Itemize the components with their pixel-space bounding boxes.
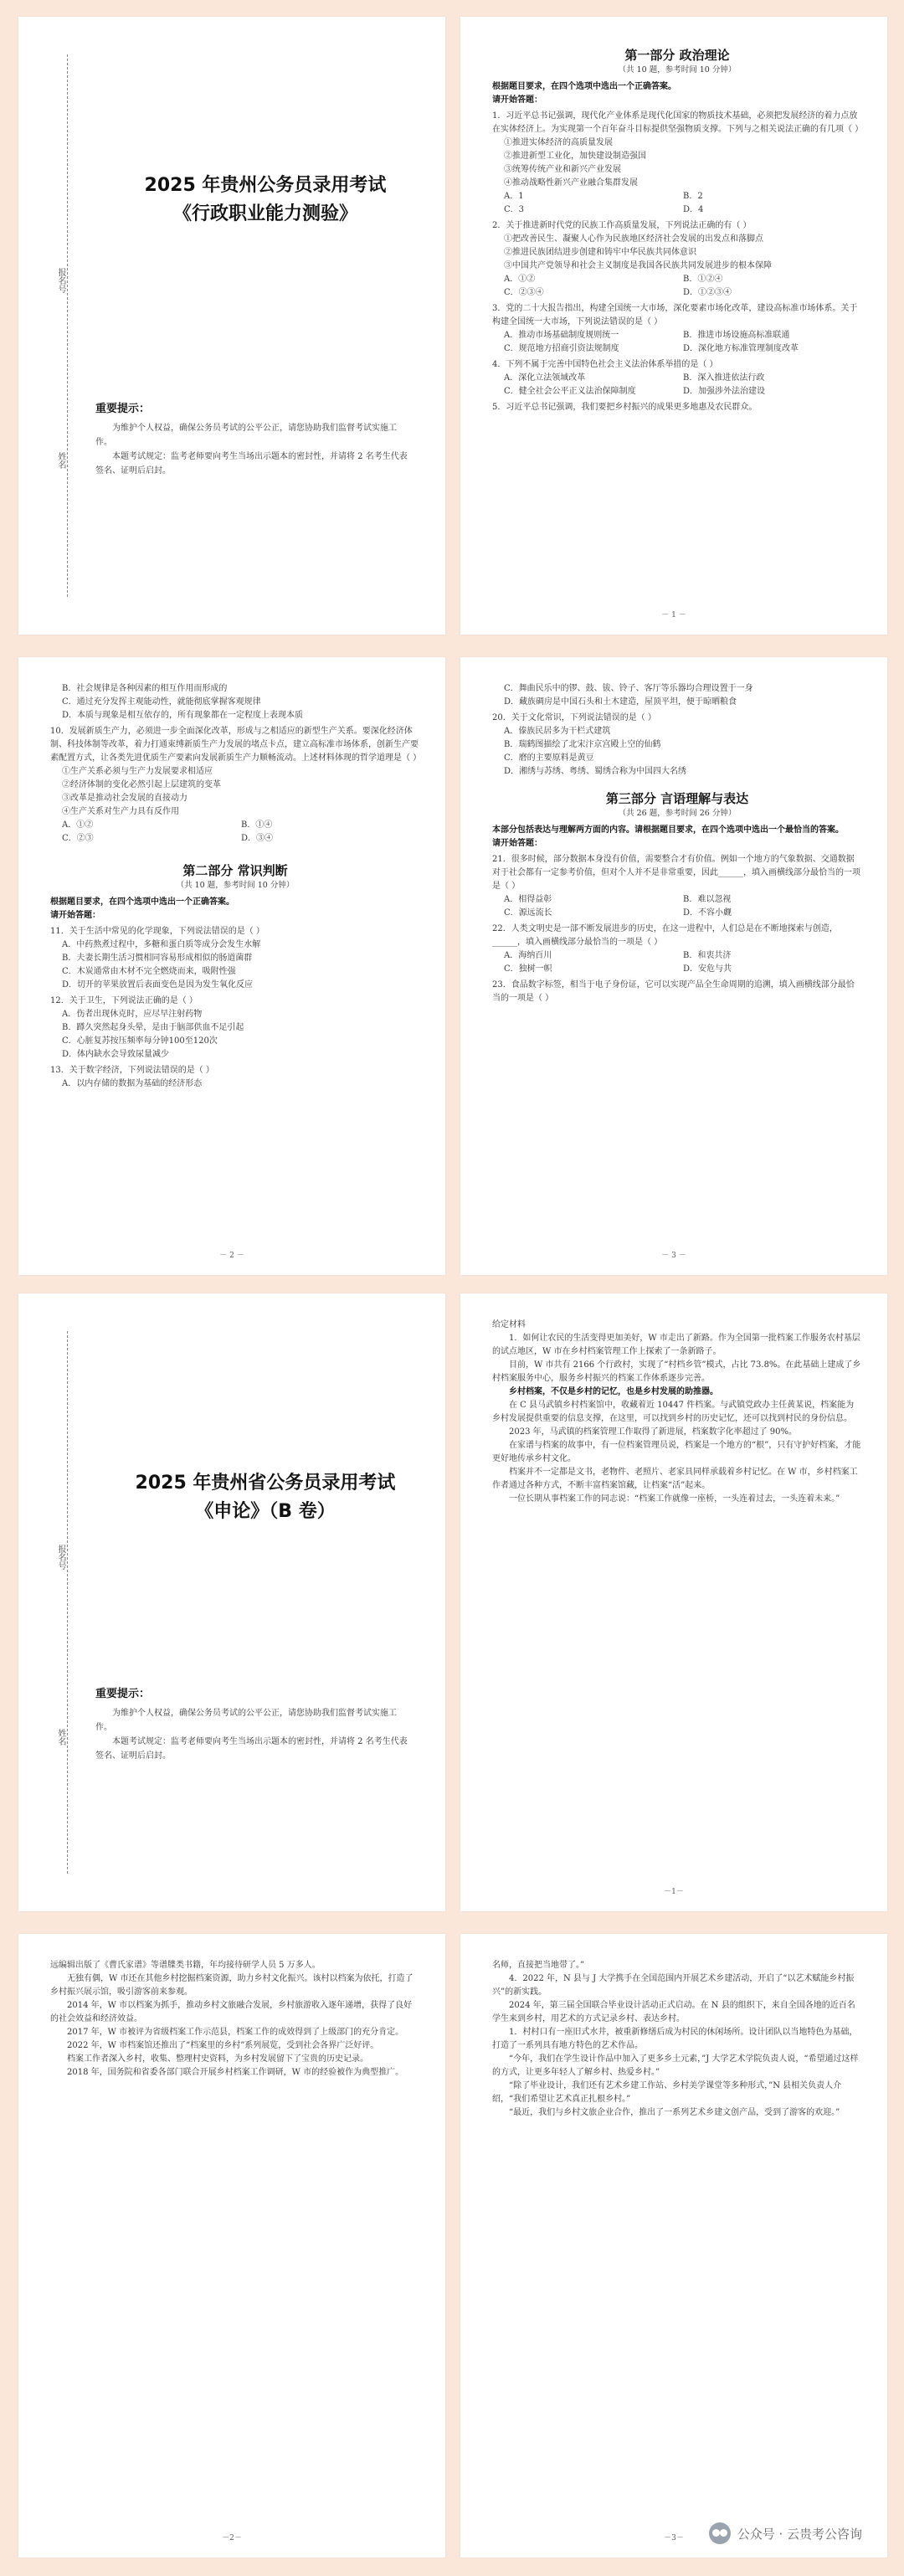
answer-option: D．深化地方标准管理制度改革	[683, 344, 799, 353]
material-heading: 给定材料	[492, 1320, 526, 1329]
answer-options	[492, 273, 862, 300]
cover-page-xingce	[18, 17, 445, 635]
answer-option: A．中药熬煮过程中，多糖和蛋白质等成分会发生水解	[62, 940, 261, 949]
start-label: 请开始答题：	[492, 95, 542, 105]
material-page-1	[460, 1293, 887, 1911]
page-number: － 1 －	[661, 611, 686, 620]
notice-block	[95, 1687, 412, 1763]
watermark-text: 公众号 · 云贵考公咨询	[737, 2526, 862, 2542]
cover-title-line-1: 2025 年贵州公务员录用考试	[144, 175, 387, 196]
material-paragraph: 一位长期从事档案工作的同志说：“档案工作就像一座桥，一头连着过去，一头连着未来。”	[509, 1494, 840, 1504]
answer-options	[492, 190, 862, 217]
question-10: 10．发展新质生产力，必须进一步全面深化改革，形成与之相适应的新型生产关系。要深化经济体制、科技体制等改革，着力打通束缚新质生产力发展的堵点卡点，建立高标准市场体系，创新生产要素配置方式，让各类先进优质生产要素向发展新质生产力顺畅流动。上述材料体现的哲学道理是（ ）	[50, 727, 422, 763]
option-line: B．社会规律是各种因素的相互作用而形成的	[62, 684, 228, 693]
answer-option: A．①②	[504, 275, 536, 284]
answer-options	[492, 329, 862, 356]
option-line: ②经济体制的变化必然引起上层建筑的变革	[62, 780, 221, 789]
question-12: 12．关于卫生，下列说法正确的是（ ）	[50, 996, 198, 1005]
answer-option: D．4	[683, 205, 704, 214]
material-paragraph: “今年，我们在学生设计作品中加入了更多乡土元素，”J 大学艺术学院负责人说，“希望通过这样的方式，让更多年轻人了解乡村、热爱乡村。”	[492, 2054, 859, 2077]
section-subtitle: （共 26 题，参考时间 26 分钟）	[618, 809, 737, 818]
cover-side-label-1: 报名号	[56, 1545, 65, 1570]
answer-option: C．独树一帜	[504, 964, 552, 974]
page-number: －2－	[222, 2534, 242, 2543]
exam-page-1	[460, 17, 887, 635]
start-label: 请开始答题：	[492, 839, 542, 848]
question-11: 11．关于生活中常见的化学现象，下列说法错误的是（ ）	[50, 927, 265, 936]
material-page-3	[460, 1934, 887, 2558]
answer-option: A．1	[504, 192, 524, 201]
answer-option: C．木炭通常由木材不完全燃烧而来，吸附性强	[62, 967, 236, 976]
question-22: 22．人类文明史是一部不断发展进步的历史，在这一进程中，人们总是在不断地探索与创造，______，填入画横线部分最恰当的一项是（ ）	[492, 924, 838, 947]
option-line: ③改革是推动社会发展的直接动力	[62, 794, 187, 803]
answer-option: B．难以忽视	[683, 895, 732, 904]
question-5: 5．习近平总书记强调，我们要把乡村振兴的成果更多地惠及农民群众。	[492, 403, 758, 412]
instruction: 根据题目要求，在四个选项中选出一个正确答案。	[50, 897, 234, 907]
material-paragraph: 档案工作者深入乡村，收集、整理村史资料，为乡村发展留下了宝贵的历史记录。	[67, 2054, 368, 2064]
answer-option: B．推进市场设施高标准联通	[683, 331, 790, 340]
answer-option: D．湘绣与苏绣、粤绣、蜀绣合称为中国四大名绣	[504, 767, 687, 776]
seal-line	[67, 54, 68, 597]
section-title: 第三部分 言语理解与表达	[605, 791, 749, 806]
material-page-2	[18, 1934, 445, 2558]
answer-option: C．源远流长	[504, 908, 552, 918]
page-content	[50, 1959, 420, 2080]
cover-title-line-2: 《行政职业能力测验》	[172, 203, 357, 224]
answer-options	[50, 819, 420, 846]
answer-option: B．深入推进依法行政	[683, 373, 765, 383]
option-line: ②推进民族团结进步创建和铸牢中华民族共同体意识	[504, 248, 696, 257]
option-line: C．通过充分发挥主观能动性，就能彻底掌握客观规律	[62, 697, 261, 707]
start-label: 请开始答题：	[50, 911, 100, 920]
answer-option: D．安危与共	[683, 964, 732, 974]
material-paragraph: “最近，我们与乡村文旅企业合作，推出了一系列艺术乡建文创产品，受到了游客的欢迎。”	[509, 2108, 840, 2117]
notice-paragraph-1: 为维护个人权益，确保公务员考试的公平公正，请您协助我们监督考试实施工作。	[95, 424, 397, 447]
answer-option: D．体内缺水会导致尿量减少	[62, 1050, 170, 1059]
page-number: － 3 －	[661, 1252, 686, 1260]
notice-paragraph-2: 本题考试规定：监考老师要向考生当场出示题本的密封性，并请将 2 名考生代表签名、证明后启封。	[95, 1737, 408, 1761]
answer-option: B．和衷共济	[683, 951, 732, 960]
answer-option: D．①②③④	[683, 288, 732, 297]
answer-option: B．2	[683, 192, 703, 201]
question-3: 3．党的二十大报告指出，构建全国统一大市场，深化要素市场化改革，建设高标准市场体系。关于构建全国统一大市场，下列说法错误的是（ ）	[492, 304, 858, 326]
page-content	[492, 1319, 862, 1506]
page-number: － 2 －	[219, 1252, 244, 1260]
page-number: －3－	[664, 2534, 684, 2543]
cover-title-line-2: 《申论》（B 卷）	[195, 1501, 336, 1522]
page-content	[50, 682, 420, 1091]
answer-option: C．②③④	[504, 288, 544, 297]
answer-option: B．瑞鹤图描绘了北宋汴京宫殿上空的仙鹤	[504, 740, 661, 749]
answer-options	[492, 949, 862, 976]
answer-options	[492, 893, 862, 920]
material-paragraph: 档案并不一定都是文书，老物件、老照片、老家具同样承载着乡村记忆。在 W 市，乡村档案工作者通过各种方式，不断丰富档案馆藏，让档案“活”起来。	[492, 1468, 858, 1490]
cover-side-label-2: 姓名	[56, 452, 65, 469]
question-23: 23．食品数字标签，相当于电子身份证，它可以实现产品全生命周期的追溯，填入画横线部分最恰当的一项是（ ）	[492, 980, 855, 1003]
material-paragraph: 无独有偶，W 市还在其他乡村挖掘档案资源，助力乡村文化振兴。该村以档案为依托，打造了乡村振兴展示馆，吸引游客前来参观。	[50, 1974, 413, 1997]
option-line: ①推进实体经济的高质量发展	[504, 138, 613, 147]
section-subtitle: （共 10 题，参考时间 10 分钟）	[618, 65, 737, 75]
question-13: 13．关于数字经济，下列说法错误的是（ ）	[50, 1066, 214, 1075]
answer-option: D．不容小觑	[683, 908, 732, 918]
notice-title: 重要提示：	[95, 403, 151, 415]
page-content	[492, 1959, 862, 2120]
watermark	[702, 2519, 869, 2548]
option-line: ①把改善民生、凝聚人心作为民族地区经济社会发展的出发点和落脚点	[504, 234, 763, 244]
notice-paragraph-1: 为维护个人权益，确保公务员考试的公平公正，请您协助我们监督考试实施工作。	[95, 1709, 397, 1732]
question-4: 4．下列不属于完善中国特色社会主义法治体系举措的是（ ）	[492, 360, 718, 369]
answer-option: C．心脏复苏按压频率每分钟100至120次	[62, 1036, 218, 1046]
answer-option: A．①②	[62, 820, 94, 830]
material-paragraph: 4．2022 年，N 县与 J 大学携手在全国范围内开展艺术乡建活动，开启了“以艺术赋能乡村振兴”的新实践。	[492, 1974, 855, 1997]
exam-page-3	[460, 657, 887, 1275]
answer-options	[492, 372, 862, 398]
answer-option: A．推动市场基础制度规则统一	[504, 331, 619, 340]
answer-option: A．伤者出现休克时，应尽早注射药物	[62, 1010, 203, 1019]
answer-option: C．规范地方招商引资法规制度	[504, 344, 619, 353]
cover-title-line-1: 2025 年贵州省公务员录用考试	[135, 1473, 396, 1494]
section-subtitle: （共 10 题，参考时间 10 分钟）	[176, 881, 295, 890]
wechat-icon	[709, 2522, 731, 2544]
material-highlight: 乡村档案，不仅是乡村的记忆，也是乡村发展的助推器。	[509, 1387, 718, 1396]
material-paragraph: 目前，W 市共有 2166 个行政村，实现了“村档乡管”模式，占比 73.8%。在此基础上建成了乡村档案服务中心，服务乡村振兴的档案工作体系逐步完善。	[492, 1360, 861, 1383]
question-2: 2．关于推进新时代党的民族工作高质量发展，下列说法正确的有（ ）	[492, 221, 752, 230]
material-paragraph: 在 C 县马武镇乡村档案馆中，收藏着近 10447 件档案。与武镇党政办主任黄某说，档案能为乡村发展提供重要的信息支撑，在这里，可以找到乡村的历史记忆，还可以找到村民的身份信息。	[492, 1401, 855, 1423]
material-paragraph: 2014 年，W 市以档案为抓手，推动乡村文旅融合发展，乡村旅游收入逐年递增，获得了良好的社会效益和经济效益。	[50, 2001, 413, 2023]
page-number: －1－	[664, 1888, 684, 1896]
material-paragraph: 2022 年，W 市档案馆还推出了“档案里的乡村”系列展览，受到社会各界广泛好评。	[67, 2041, 379, 2050]
notice-title: 重要提示：	[95, 1688, 151, 1700]
cover-title	[94, 172, 437, 229]
answer-option: B．①④	[241, 820, 273, 830]
notice-paragraph-2: 本题考试规定：监考老师要向考生当场出示题本的密封性，并请将 2 名考生代表签名、证明后启封。	[95, 452, 408, 476]
material-paragraph: 1．村村口有一座旧式水井，被重新修缮后成为村民的休闲场所。设计团队以当地特色为基础，打造了一系列具有地方特色的艺术作品。	[492, 2028, 858, 2050]
answer-option: B．①②④	[683, 275, 723, 284]
answer-option: A．海纳百川	[504, 951, 552, 960]
page-content	[492, 682, 862, 1005]
option-line: ③统筹传统产业和新兴产业发展	[504, 165, 621, 174]
instruction: 本部分包括表达与理解两方面的内容。请根据题目要求，在四个选项中选出一个最恰当的答案。	[492, 825, 844, 835]
cover-page-shenlun	[18, 1293, 445, 1911]
answer-option: A．深化立法领域改革	[504, 373, 586, 383]
option-line: ④推动战略性新兴产业融合集群发展	[504, 178, 638, 188]
page-content	[492, 42, 862, 414]
material-paragraph: 2023 年，马武镇的档案管理工作取得了新进展，档案数字化率超过了 90%。	[509, 1427, 798, 1437]
answer-option: D．切开的苹果放置后表面变色是因为发生氧化反应	[62, 980, 254, 990]
option-line: C．舞曲民乐中的锣、鼓、钹、铃子、客厅等乐器均合理设置于一身	[504, 684, 753, 693]
answer-option: D．加强涉外法治建设	[683, 387, 766, 396]
material-paragraph: 在家谱与档案的故事中，有一位档案管理员说，档案是一个地方的“根”，只有守护好档案，才能更好地传承乡村文化。	[492, 1441, 861, 1463]
exam-page-2	[18, 657, 445, 1275]
material-paragraph: 名师，直接把当地带了。”	[492, 1961, 585, 1970]
answer-option: C．磨的主要原料是黄豆	[504, 753, 594, 763]
section-title: 第二部分 常识判断	[182, 863, 288, 878]
option-line: D．藏族碉房是中国石头和土木建造，屋顶平坦，便于晾晒粮食	[504, 697, 737, 707]
section-title: 第一部分 政治理论	[624, 48, 730, 63]
question-20: 20．关于文化常识，下列说法错误的是（ ）	[492, 713, 656, 722]
option-line: ②推进新型工业化，加快建设制造强国	[504, 152, 646, 161]
instruction: 根据题目要求，在四个选项中选出一个正确答案。	[492, 82, 676, 91]
seal-line	[67, 1331, 68, 1874]
answer-option: C．健全社会公平正义法治保障制度	[504, 387, 636, 396]
material-paragraph: 2024 年，第三届全国联合毕业设计活动正式启动。在 N 县的组织下，来自全国各地的近百名学生来到乡村，用艺术的方式记录乡村、表达乡村。	[492, 2001, 855, 2023]
cover-side-label-2: 姓名	[56, 1729, 65, 1746]
material-paragraph: 远编辑出版了《曹氏家谱》等谱牒类书籍，年均接待研学人员 5 万多人。	[50, 1961, 321, 1970]
answer-option: C．3	[504, 205, 525, 214]
option-line: ④生产关系对生产力具有反作用	[62, 807, 179, 816]
question-1: 1．习近平总书记强调，现代化产业体系是现代化国家的物质技术基础，必须把发展经济的着力点放在实体经济上。为实现第一个百年奋斗目标提供坚强物质支撑。下列与之相关说法正确的有几项（ ）	[492, 111, 864, 134]
option-line: ③中国共产党领导和社会主义制度是我国各民族共同发展进步的根本保障	[504, 261, 772, 270]
option-line: ①生产关系必须与生产力发展要求相适应	[62, 767, 213, 776]
answer-option: A．以内存储的数据为基础的经济形态	[62, 1079, 203, 1088]
material-paragraph: 2018 年，国务院和省委各部门联合开展乡村档案工作调研，W 市的经验被作为典型推广。	[67, 2068, 404, 2077]
cover-title	[94, 1469, 437, 1526]
material-paragraph: 2017 年，W 市被评为省级档案工作示范县，档案工作的成效得到了上级部门的充分肯定。	[67, 2028, 404, 2037]
notice-block	[95, 402, 412, 478]
answer-option: C．②③	[62, 834, 94, 843]
answer-option: A．相得益彰	[504, 895, 552, 904]
material-paragraph: “除了毕业设计，我们还有艺术乡建工作站、乡村美学课堂等多种形式，”N 县相关负责人介绍，“我们希望让艺术真正扎根乡村。”	[492, 2081, 842, 2104]
question-21: 21．很多时候，部分数据本身没有价值，需要整合才有价值。例如一个地方的气象数据、交通数据对于社会都有一定参考价值，但对个人并不是非常重要，因此______，填入画横线部分最恰当的一项是（ ）	[492, 855, 860, 891]
cover-side-label-1: 报名号	[56, 268, 65, 293]
material-paragraph: 1．如何让农民的生活变得更加美好，W 市走出了新路。作为全国第一批档案工作服务农村基层的试点地区，W 市在乡村档案管理工作上探索了一条新路子。	[492, 1334, 860, 1356]
answer-option: B．蹲久突然起身头晕，是由于脑部供血不足引起	[62, 1023, 244, 1032]
option-line: D．本质与现象是相互依存的，所有现象都在一定程度上表现本质	[62, 711, 304, 720]
answer-option: D．③④	[241, 834, 274, 843]
answer-option: B．夫妻长期生活习惯相同容易形成相似的肠道菌群	[62, 954, 253, 963]
answer-option: A．傣族民居多为干栏式建筑	[504, 727, 611, 736]
